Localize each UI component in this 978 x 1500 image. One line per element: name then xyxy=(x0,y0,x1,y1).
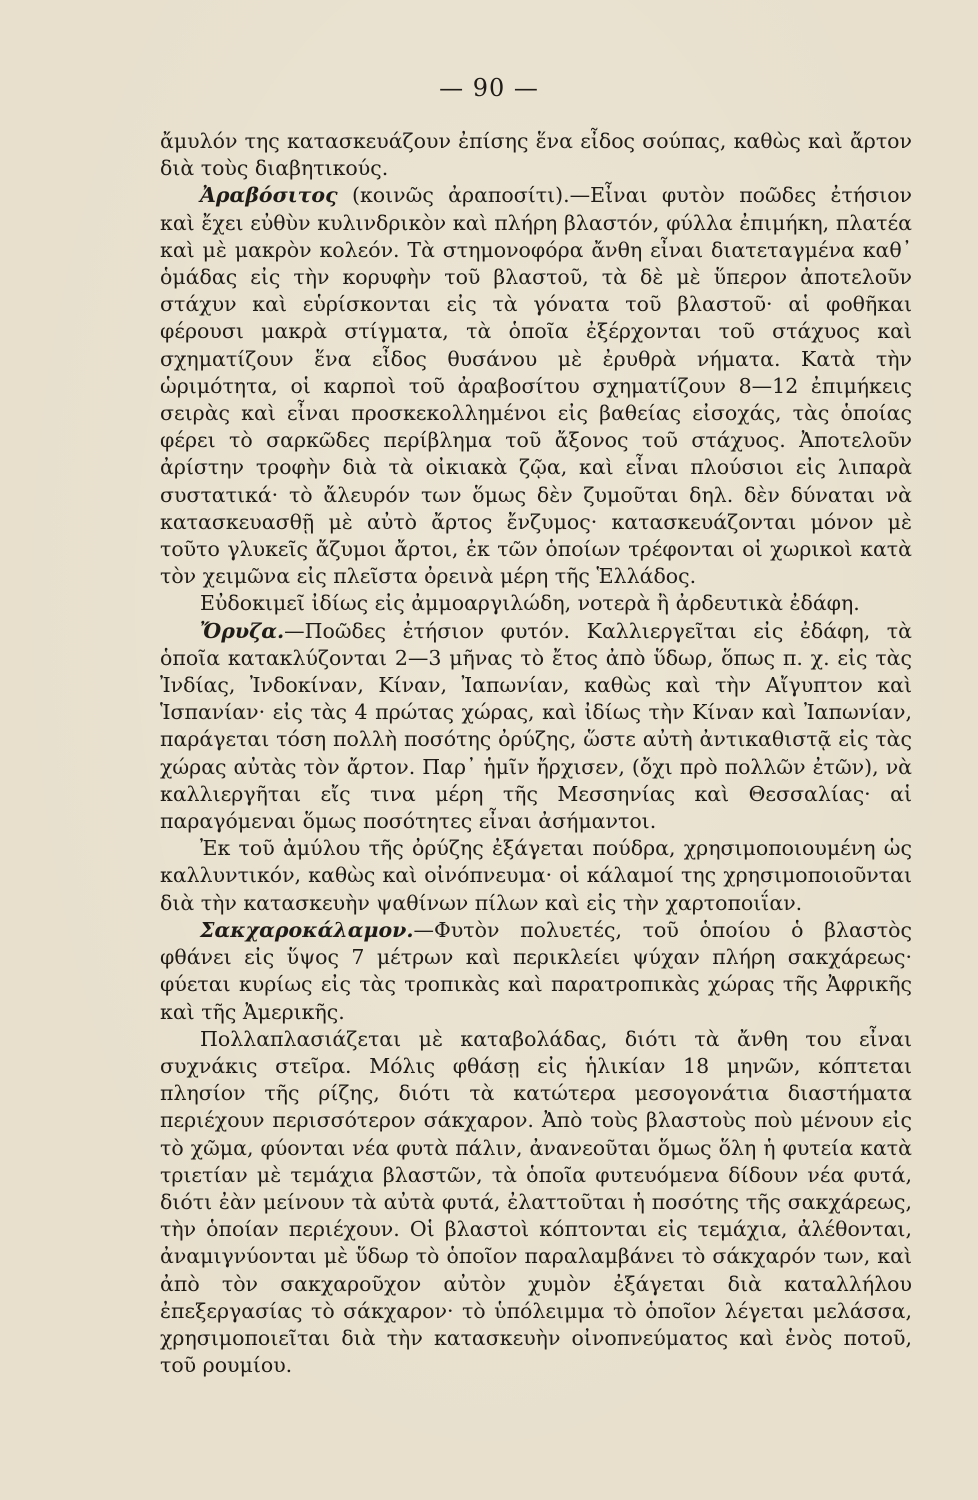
paragraph-pollaplasiazetai xyxy=(160,1026,912,1380)
paragraph-text: Ἐκ τοῦ ἀμύλου τῆς ὀρύζης ἐξάγεται πούδρα, χρησιμοποιουμένη ὡς καλλυντικόν, καθὼς καὶ οἰνόπνευμα· οἱ κάλαμοί της χρησιμοποιοῦνται διὰ τὴν κατασκευὴν ψαθίνων πίλων καὶ εἰς τὴν χαρτοποιΐαν. xyxy=(160,836,912,915)
term-oryza: Ὄρυζα. xyxy=(200,618,285,643)
term-sakcharokalamon: Σακχαροκάλαμον. xyxy=(200,917,414,942)
paragraph-amylon xyxy=(160,128,912,182)
paragraph-text: (κοινῶς ἀραποσίτι).—Εἶναι φυτὸν ποῶδες ἐτήσιον καὶ ἔχει εὐθὺν κυλινδρικὸν καὶ πλήρη βλαστόν, φύλλα ἐπιμήκη, πλατέα καὶ μὲ μακρὸν κολεόν. Τὰ στημονοφόρα ἄνθη εἶναι διατεταγμένα καθ᾽ ὁμάδας εἰς τὴν κορυφὴν τοῦ βλαστοῦ, τὰ δὲ μὲ ὕπερον ἀποτελοῦν στάχυν καὶ εὑρίσκονται εἰς τὰ γόνατα τοῦ βλαστοῦ· αἱ φοθῆκαι φέρουσι μακρὰ στίγματα, τὰ ὁποῖα ἐξέρχονται τοῦ στάχυος καὶ σχηματίζουν ἕνα εἶδος θυσάνου μὲ ἐρυθρὰ νήματα. Κατὰ τὴν ὡριμότητα, οἱ καρποὶ τοῦ ἀραβοσίτου σχηματίζουν 8—12 ἐπιμήκεις σειρὰς καὶ εἶναι προσκεκολλημένοι εἰς βαθείας εἰσοχάς, τὰς ὁποίας φέρει τὸ σαρκῶδες περίβλημα τοῦ ἄξονος τοῦ στάχυος. Ἀποτελοῦν ἀρίστην τροφὴν διὰ τὰ οἰκιακὰ ζῷα, καὶ εἶναι πλούσιοι εἰς λιπαρὰ συστατικά· τὸ ἄλευρόν των ὅμως δὲν ζυμοῦται δηλ. δὲν δύναται νὰ κατασκευασθῇ μὲ αὐτὸ ἄρτος ἔνζυμος· κατασκευάζονται μόνον μὲ τοῦτο γλυκεῖς ἄζυμοι ἄρτοι, ἐκ τῶν ὁποίων τρέφονται οἱ χωρικοὶ κατὰ τὸν χειμῶνα εἰς πλεῖστα ὀρεινὰ μέρη τῆς Ἑλλάδος. xyxy=(160,183,912,589)
paragraph-text: —Φυτὸν πολυετές, τοῦ ὁποίου ὁ βλαστὸς φθάνει εἰς ὕψος 7 μέτρων καὶ περικλείει ψύχαν πλήρη σακχάρεως· φύεται κυρίως εἰς τὰς τροπικὰς καὶ παρατροπικὰς χώρας τῆς Ἀφρικῆς καὶ τῆς Ἀμερικῆς. xyxy=(160,917,912,1024)
paragraph-sakcharokalamon xyxy=(160,917,912,1026)
body-text xyxy=(160,128,912,1379)
paragraph-ek-tou-amylou xyxy=(160,835,912,917)
paragraph-arabositos xyxy=(160,182,912,590)
paragraph-text: —Ποῶδες ἐτήσιον φυτόν. Καλλιεργεῖται εἰς ἐδάφη, τὰ ὁποῖα κατακλύζονται 2—3 μῆνας τὸ ἔτος ἀπὸ ὕδωρ, ὅπως π. χ. εἰς τὰς Ἰνδίας, Ἰνδοκίναν, Κίναν, Ἰαπωνίαν, καθὼς καὶ τὴν Αἴγυπτον καὶ Ἱσπανίαν· εἰς τὰς 4 πρώτας χώρας, καὶ ἰδίως τὴν Κίναν καὶ Ἰαπωνίαν, παράγεται τόση πολλὴ ποσότης ὀρύζης, ὥστε αὐτὴ ἀντικαθιστᾷ εἰς τὰς χώρας αὐτὰς τὸν ἄρτον. Παρ᾽ ἡμῖν ἤρχισεν, (ὄχι πρὸ πολλῶν ἐτῶν), νὰ καλλιεργῆται εἴς τινα μέρη τῆς Μεσσηνίας καὶ Θεσσαλίας· αἱ παραγόμεναι ὅμως ποσότητες εἶναι ἀσήμαντοι. xyxy=(160,618,912,834)
page-number: — 90 — xyxy=(439,74,539,102)
paragraph-text: Εὐδοκιμεῖ ἰδίως εἰς ἀμμοαργιλώδη, νοτερὰ ἢ ἀρδευτικὰ ἐδάφη. xyxy=(200,591,860,616)
paragraph-text: ἄμυλόν της κατασκευάζουν ἐπίσης ἕνα εἶδος σούπας, καθὼς καὶ ἄρτον διὰ τοὺς διαβητικούς. xyxy=(160,129,912,181)
term-arabositos: Ἀραβόσιτος xyxy=(200,183,338,208)
paragraph-eudokimei xyxy=(160,590,912,617)
paragraph-text: Πολλαπλασιάζεται μὲ καταβολάδας, διότι τὰ ἄνθη του εἶναι συχνάκις στεῖρα. Μόλις φθάσῃ εἰς ἡλικίαν 18 μηνῶν, κόπτεται πλησίον τῆς ρίζης, διότι τὰ κατώτερα μεσογονάτια διαστήματα περιέχουν περισσότερον σάκχαρον. Ἀπὸ τοὺς βλαστοὺς ποὺ μένουν εἰς τὸ χῶμα, φύονται νέα φυτὰ πάλιν, ἀνανεοῦται ὅμως ὅλη ἡ φυτεία κατὰ τριετίαν μὲ τεμάχια βλαστῶν, τὰ ὁποῖα φυτευόμενα δίδουν νέα φυτά, διότι ἐὰν μείνουν τὰ αὐτὰ φυτά, ἐλαττοῦται ἡ ποσότης τῆς σακχάρεως, τὴν ὁποίαν περιέχουν. Οἱ βλαστοὶ κόπτονται εἰς τεμάχια, ἀλέθονται, ἀναμιγνύονται μὲ ὕδωρ τὸ ὁποῖον παραλαμβάνει τὸ σάκχαρόν των, καὶ ἀπὸ τὸν σακχαροῦχον αὐτὸν χυμὸν ἐξάγεται διὰ καταλλήλου ἐπεξεργασίας τὸ σάκχαρον· τὸ ὑπόλειμμα τὸ ὁποῖον λέγεται μελάσσα, χρησιμοποιεῖται διὰ τὴν κατασκευὴν οἰνοπνεύματος καὶ ἑνὸς ποτοῦ, τοῦ ρουμίου. xyxy=(160,1026,912,1378)
paragraph-oryza xyxy=(160,618,912,836)
